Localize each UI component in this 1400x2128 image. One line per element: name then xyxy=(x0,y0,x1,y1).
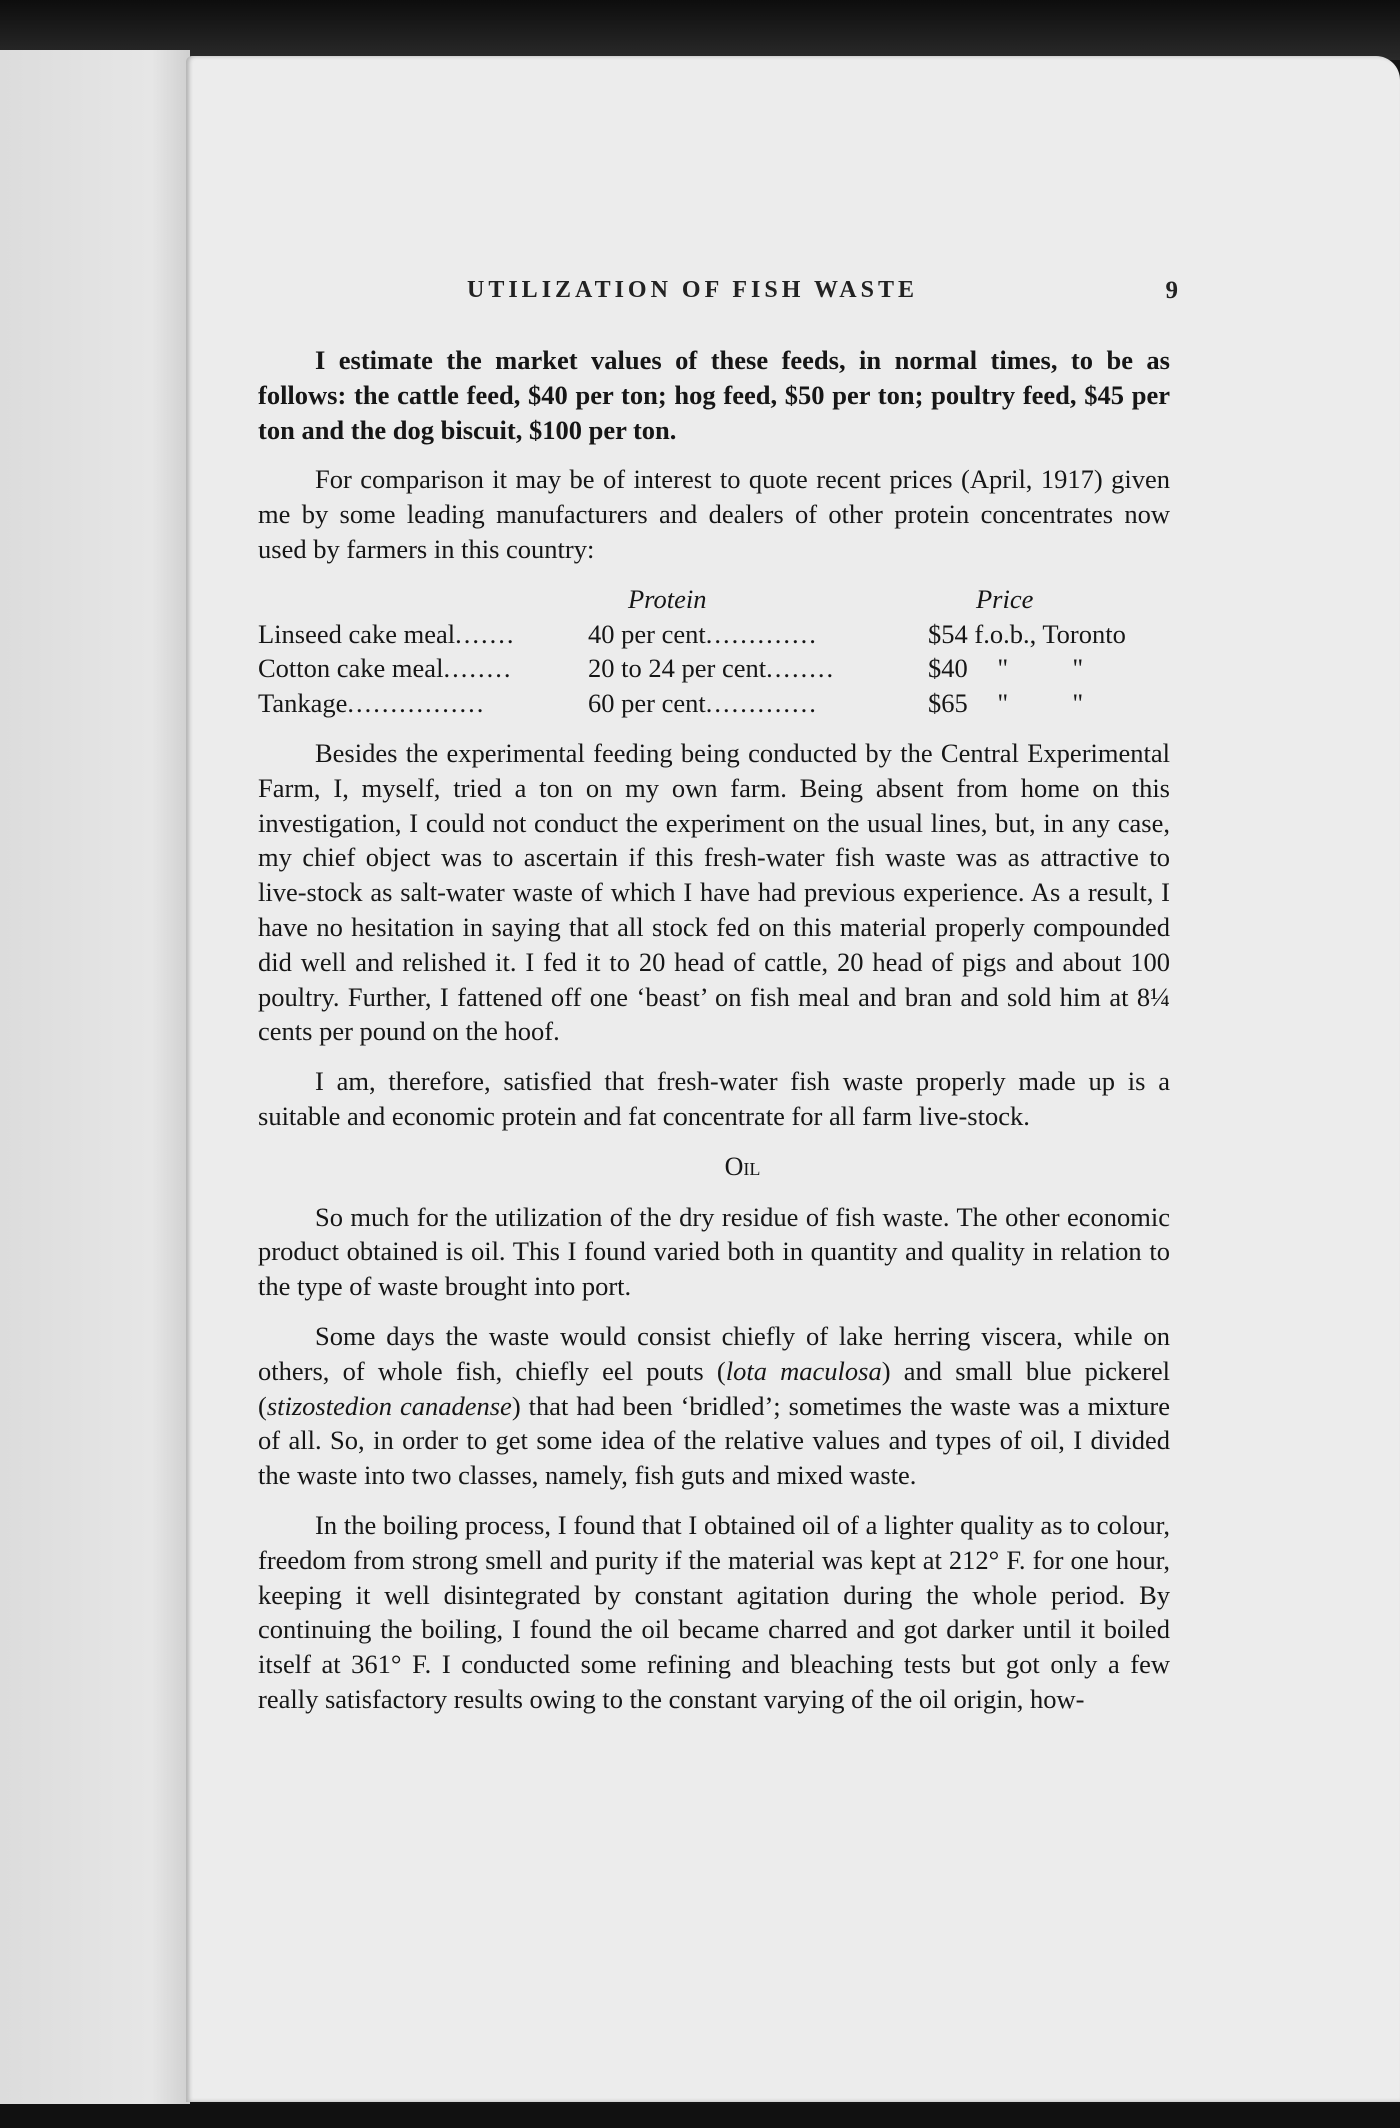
ditto-mark: " xyxy=(997,653,1009,684)
feed-name: Tankage xyxy=(258,688,348,719)
previous-page-edge xyxy=(0,50,190,2105)
running-title: UTILIZATION OF FISH WASTE xyxy=(467,277,918,303)
paragraph-waste-types xyxy=(258,1319,1170,1493)
table-header-row xyxy=(258,582,1170,617)
protein-value: 20 to 24 per cent xyxy=(588,653,767,684)
protein-value: 60 per cent xyxy=(588,688,706,719)
ditto-mark: " xyxy=(997,688,1009,719)
column-header-protein: Protein xyxy=(628,583,707,614)
text-run: ) and small blue pickerel ( xyxy=(258,1355,1170,1421)
text-run: ) that had been ‘bridled’; sometimes the waste was a mixture of all. So, in order to get some idea of the relative values and types of oil, I divided the waste into two classes, namely, fish guts and mixed waste. xyxy=(258,1390,1170,1491)
protein-value: 40 per cent xyxy=(588,618,706,649)
feed-name: Linseed cake meal xyxy=(258,618,456,649)
price-value: $40 xyxy=(928,653,968,684)
paragraph-conclusion: I am, therefore, satisfied that fresh-water fish waste properly made up is a suitable and economic protein and fat concentrate for all farm live-stock. xyxy=(258,1066,1170,1131)
price-value: $65 xyxy=(928,688,968,719)
section-heading-text: Oil xyxy=(724,1151,761,1181)
dot-leader: ........ xyxy=(766,653,836,684)
page-body xyxy=(258,343,1170,1732)
text-run: Some days the waste would consist chiefly of lake herring viscera, while on others, of whole fish, chiefly eel pouts ( xyxy=(258,1320,1170,1386)
price-value: $54 f.o.b., Toronto xyxy=(928,618,1126,649)
dot-leader: ....... xyxy=(455,618,516,649)
species-name-stizostedion: stizostedion canadense xyxy=(266,1390,512,1421)
ditto-mark: " xyxy=(1072,688,1084,719)
dot-leader: ................ xyxy=(347,688,486,719)
paragraph-feed-values: I estimate the market values of these feeds, in normal times, to be as follows: the cattle feed, $40 per ton; hog feed, $50 per ton; poultry feed, $45 per ton and the dog biscuit, $100 per ton. xyxy=(258,345,1170,445)
dot-leader: ........ xyxy=(443,653,513,684)
feed-name: Cotton cake meal xyxy=(258,653,444,684)
protein-price-table xyxy=(258,582,1170,721)
table-row xyxy=(258,617,1170,652)
scan-bottom-border xyxy=(0,2104,1400,2128)
species-name-lota: lota maculosa xyxy=(725,1355,882,1386)
page-number: 9 xyxy=(1165,277,1178,304)
paragraph-oil-intro: So much for the utilization of the dry residue of fish waste. The other economic product obtained is oil. This I found varied both in quantity and quality in relation to the type of waste brought into port. xyxy=(258,1201,1170,1302)
table-row xyxy=(258,686,1170,721)
dot-leader: ............. xyxy=(705,618,818,649)
paragraph-feeding-trial: Besides the experimental feeding being conducted by the Central Experimental Farm, I, myself, tried a ton on my own farm. Being absent from home on this investigation, I could not conduct the experiment on the usual lines, but, in any case, my chief object was to ascertain if this fresh-water fish waste was as attractive to live-stock as salt-water waste of which I have had previous experience. As a result, I have no hesitation in saying that all stock fed on this material properly compounded did well and relished it. I fed it to 20 head of cattle, 20 head of pigs and about 100 poultry. Further, I fattened off one ‘beast’ on fish meal and bran and sold him at 8¼ cents per pound on the hoof. xyxy=(258,737,1170,1047)
scan-top-border xyxy=(0,0,1400,60)
section-heading-oil xyxy=(258,1149,1170,1185)
paragraph-boiling-process: In the boiling process, I found that I obtained oil of a lighter quality as to colour, freedom from strong smell and purity if the material was kept at 212° F. for one hour, keeping it well disintegrated by constant agitation during the whole period. By continuing the boiling, I found the oil became charred and got darker until it boiled itself at 361° F. I conducted some refining and bleaching tests but got only a few really satisfactory results owing to the constant varying of the oil origin, how- xyxy=(258,1509,1170,1714)
column-header-price: Price xyxy=(976,583,1034,614)
paragraph-comparison: For comparison it may be of interest to quote recent prices (April, 1917) given me by some leading manufacturers and dealers of other protein concentrates now used by farmers in this country: xyxy=(258,464,1170,564)
ditto-mark: " xyxy=(1072,653,1084,684)
table-row xyxy=(258,651,1170,686)
dot-leader: ............. xyxy=(705,688,818,719)
running-head xyxy=(262,277,1180,313)
